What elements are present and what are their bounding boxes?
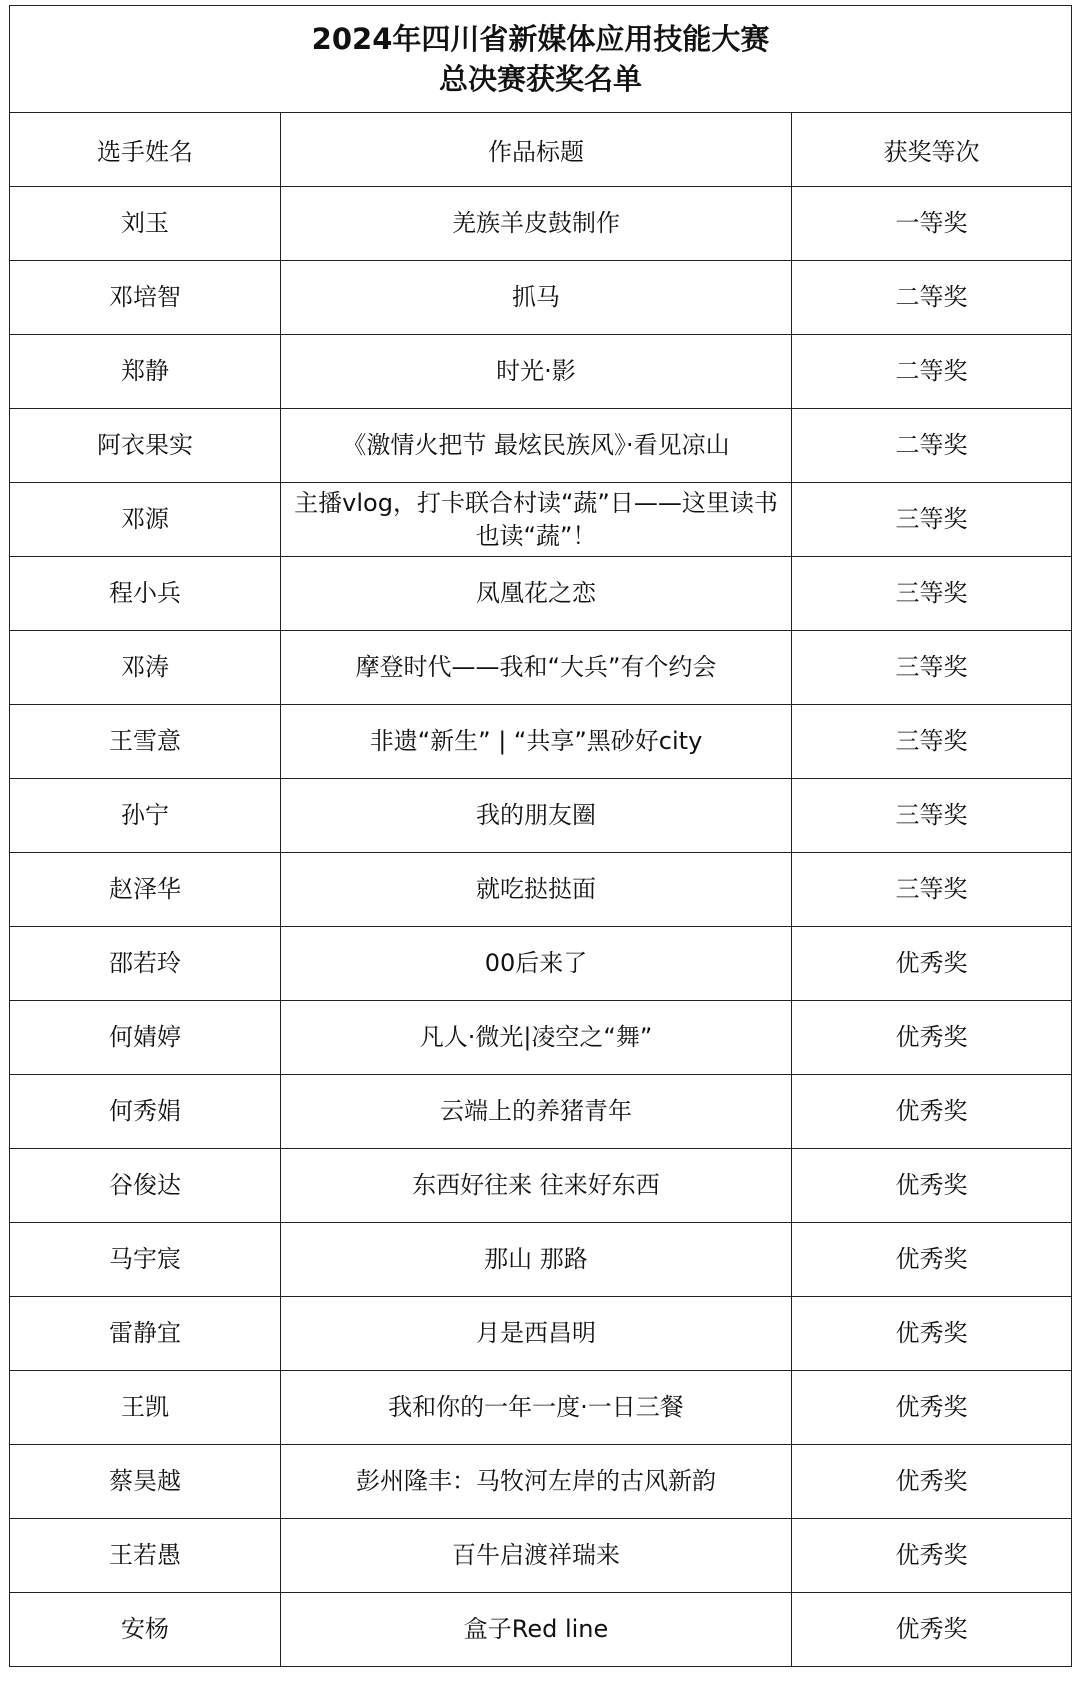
cell-work-title: 就吃挞挞面: [281, 853, 792, 927]
cell-work-title: 非遗“新生” | “共享”黑砂好city: [281, 705, 792, 779]
column-header-award: 获奖等次: [792, 113, 1072, 187]
table-title: [10, 6, 1072, 113]
cell-work-title: 主播vlog，打卡联合村读“蔬”日——这里读书也读“蔬”！: [281, 483, 792, 557]
table-row: [10, 483, 1072, 557]
table-row: [10, 335, 1072, 409]
table-row: [10, 187, 1072, 261]
table-row: [10, 1519, 1072, 1593]
cell-award: 三等奖: [792, 557, 1072, 631]
cell-award: 优秀奖: [792, 1223, 1072, 1297]
cell-work-title: 抓马: [281, 261, 792, 335]
cell-name: 蔡昊越: [10, 1445, 281, 1519]
cell-award: 一等奖: [792, 187, 1072, 261]
cell-award: 优秀奖: [792, 1445, 1072, 1519]
title-line-2: 总决赛获奖名单: [439, 62, 643, 96]
cell-name: 安杨: [10, 1593, 281, 1667]
cell-name: 王雪意: [10, 705, 281, 779]
cell-award: 三等奖: [792, 631, 1072, 705]
cell-name: 王若愚: [10, 1519, 281, 1593]
cell-name: 刘玉: [10, 187, 281, 261]
cell-name: 何秀娟: [10, 1075, 281, 1149]
cell-award: 二等奖: [792, 409, 1072, 483]
table-row: [10, 705, 1072, 779]
cell-name: 程小兵: [10, 557, 281, 631]
table-row: [10, 779, 1072, 853]
cell-work-title: 月是西昌明: [281, 1297, 792, 1371]
cell-name: 邵若玲: [10, 927, 281, 1001]
table-row: [10, 1297, 1072, 1371]
cell-award: 优秀奖: [792, 1371, 1072, 1445]
cell-work-title: 盒子Red line: [281, 1593, 792, 1667]
table-row: [10, 1001, 1072, 1075]
cell-name: 邓培智: [10, 261, 281, 335]
cell-name: 邓源: [10, 483, 281, 557]
column-header-name: 选手姓名: [10, 113, 281, 187]
cell-name: 何婧婷: [10, 1001, 281, 1075]
table-row: [10, 557, 1072, 631]
table-row: [10, 1075, 1072, 1149]
cell-award: 优秀奖: [792, 927, 1072, 1001]
title-row: [10, 6, 1072, 113]
cell-work-title: 我的朋友圈: [281, 779, 792, 853]
cell-award: 二等奖: [792, 261, 1072, 335]
cell-name: 郑静: [10, 335, 281, 409]
cell-name: 马宇宸: [10, 1223, 281, 1297]
table-body: [10, 187, 1072, 1667]
cell-work-title: 羌族羊皮鼓制作: [281, 187, 792, 261]
header-row: [10, 113, 1072, 187]
cell-name: 孙宁: [10, 779, 281, 853]
cell-award: 三等奖: [792, 779, 1072, 853]
cell-name: 邓涛: [10, 631, 281, 705]
cell-award: 优秀奖: [792, 1075, 1072, 1149]
table-row: [10, 261, 1072, 335]
table-row: [10, 853, 1072, 927]
cell-work-title: 《激情火把节 最炫民族风》·看见凉山: [281, 409, 792, 483]
cell-work-title: 彭州隆丰：马牧河左岸的古风新韵: [281, 1445, 792, 1519]
table-row: [10, 1593, 1072, 1667]
award-table: [9, 5, 1072, 1667]
table-row: [10, 631, 1072, 705]
cell-work-title: 百牛启渡祥瑞来: [281, 1519, 792, 1593]
cell-award: 优秀奖: [792, 1519, 1072, 1593]
table-row: [10, 927, 1072, 1001]
cell-work-title: 云端上的养猪青年: [281, 1075, 792, 1149]
cell-work-title: 凡人·微光|凌空之“舞”: [281, 1001, 792, 1075]
title-line-1: 2024年四川省新媒体应用技能大赛: [311, 22, 770, 56]
cell-name: 赵泽华: [10, 853, 281, 927]
cell-work-title: 东西好往来 往来好东西: [281, 1149, 792, 1223]
cell-name: 谷俊达: [10, 1149, 281, 1223]
cell-award: 三等奖: [792, 483, 1072, 557]
cell-work-title: 时光·影: [281, 335, 792, 409]
cell-award: 优秀奖: [792, 1001, 1072, 1075]
cell-work-title: 00后来了: [281, 927, 792, 1001]
cell-award: 二等奖: [792, 335, 1072, 409]
table-row: [10, 1445, 1072, 1519]
cell-award: 优秀奖: [792, 1593, 1072, 1667]
cell-work-title: 那山 那路: [281, 1223, 792, 1297]
cell-award: 优秀奖: [792, 1297, 1072, 1371]
table-row: [10, 1223, 1072, 1297]
cell-award: 三等奖: [792, 705, 1072, 779]
cell-name: 雷静宜: [10, 1297, 281, 1371]
table-row: [10, 1149, 1072, 1223]
cell-award: 优秀奖: [792, 1149, 1072, 1223]
table-row: [10, 409, 1072, 483]
cell-name: 王凯: [10, 1371, 281, 1445]
cell-work-title: 我和你的一年一度·一日三餐: [281, 1371, 792, 1445]
cell-award: 三等奖: [792, 853, 1072, 927]
cell-work-title: 摩登时代——我和“大兵”有个约会: [281, 631, 792, 705]
cell-work-title: 凤凰花之恋: [281, 557, 792, 631]
column-header-work-title: 作品标题: [281, 113, 792, 187]
cell-name: 阿衣果实: [10, 409, 281, 483]
table-row: [10, 1371, 1072, 1445]
